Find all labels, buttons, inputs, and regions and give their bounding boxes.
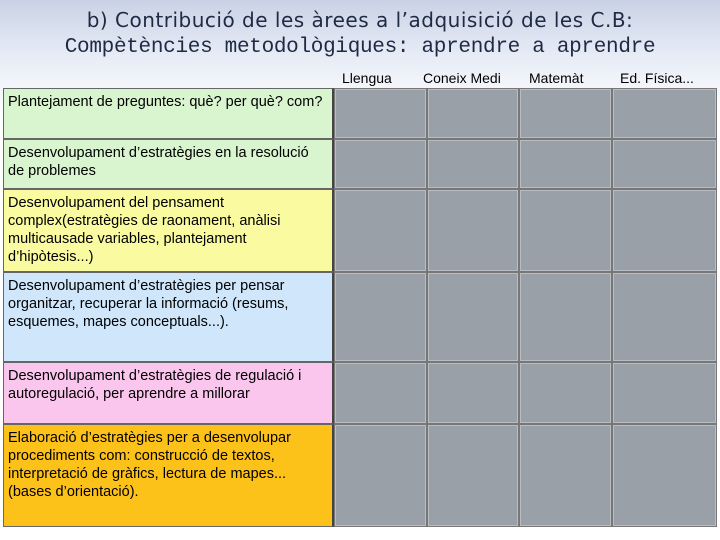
table-cell <box>427 139 519 189</box>
column-header-matemat: Matemàt <box>529 70 584 86</box>
column-header-coneix-medi: Coneix Medi <box>423 70 501 86</box>
column-header-llengua: Llengua <box>342 70 392 86</box>
table-cell <box>612 272 717 362</box>
title-line-1: b) Contribució de les àrees a l’adquisició de les C.B: <box>86 8 634 32</box>
table-cell <box>334 88 427 139</box>
table-cell <box>519 362 612 424</box>
table-cell <box>334 272 427 362</box>
table-cell <box>612 189 717 272</box>
table-cell <box>334 189 427 272</box>
column-headers <box>0 70 720 88</box>
table-cell <box>612 424 717 527</box>
table-row <box>3 189 717 272</box>
table-cell <box>519 424 612 527</box>
table-cell <box>334 362 427 424</box>
row-label: Plantejament de preguntes: què? per què? com? <box>3 88 334 139</box>
table-cell <box>612 362 717 424</box>
table-row <box>3 272 717 362</box>
row-label: Desenvolupament d’estratègies en la resolució de problemes <box>3 139 334 189</box>
column-header-ed-fisica: Ed. Física... <box>620 70 694 86</box>
table-cell <box>427 424 519 527</box>
table-cell <box>427 272 519 362</box>
table-cell <box>427 88 519 139</box>
table-row <box>3 139 717 189</box>
slide-title <box>0 6 720 62</box>
table-cell <box>427 362 519 424</box>
table-row <box>3 362 717 424</box>
table-cell <box>334 139 427 189</box>
table-cell <box>334 424 427 527</box>
row-label: Desenvolupament d’estratègies per pensar organitzar, recuperar la informació (resums, esquemes, mapes conceptuals...). <box>3 272 334 362</box>
table-cell <box>519 88 612 139</box>
row-label: Desenvolupament del pensament complex(estratègies de raonament, anàlisi multicausade variables, plantejament d’hipòtesis...) <box>3 189 334 272</box>
table-cell <box>612 139 717 189</box>
competence-table <box>3 88 717 527</box>
table-row <box>3 424 717 527</box>
table-cell <box>519 189 612 272</box>
table-cell <box>519 272 612 362</box>
table-cell <box>519 139 612 189</box>
table-cell <box>612 88 717 139</box>
table-row <box>3 88 717 139</box>
title-line-2: Compètències metodològiques: aprendre a aprendre <box>64 36 656 59</box>
row-label: Elaboració d’estratègies per a desenvolupar procediments com: construcció de textos, interpretació de gràfics, lectura de mapes... (bases d’orientació). <box>3 424 334 527</box>
table-cell <box>427 189 519 272</box>
row-label: Desenvolupament d’estratègies de regulació i autoregulació, per aprendre a millorar <box>3 362 334 424</box>
